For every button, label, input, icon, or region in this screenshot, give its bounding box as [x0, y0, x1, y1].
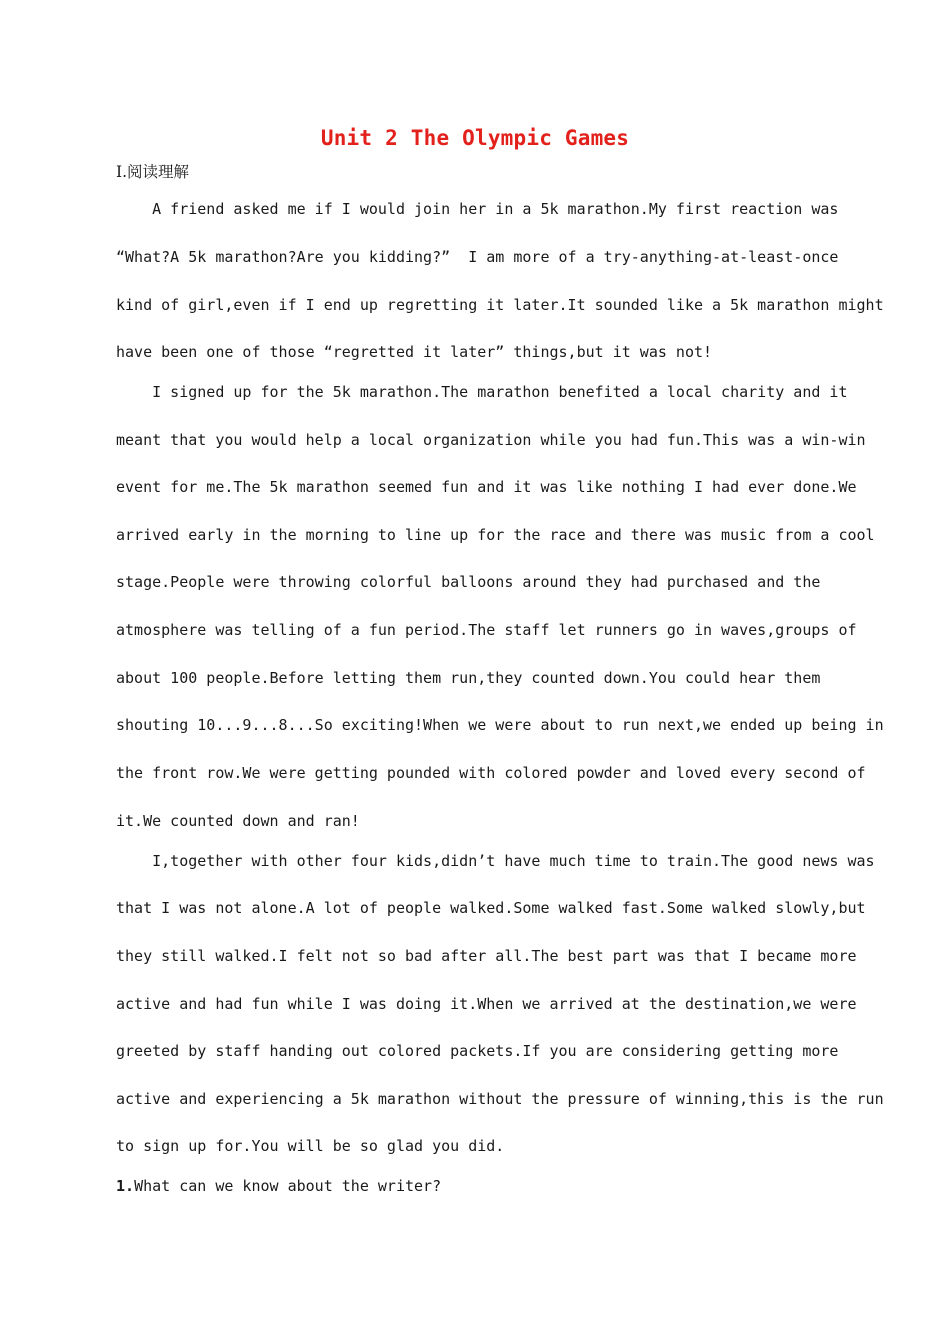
question-text: What can we know about the writer?	[134, 1177, 442, 1195]
passage-line: active and experiencing a 5k marathon without the pressure of winning,this is the run	[116, 1090, 884, 1108]
question-number: 1.	[116, 1177, 135, 1195]
passage-line: about 100 people.Before letting them run,they counted down.You could hear them	[116, 669, 821, 687]
passage-line: active and had fun while I was doing it.When we arrived at the destination,we were	[116, 995, 857, 1013]
passage-line: it.We counted down and ran!	[116, 812, 360, 830]
section-heading: Ⅰ.阅读理解	[116, 163, 190, 181]
passage-line: stage.People were throwing colorful balloons around they had purchased and the	[116, 573, 821, 591]
passage-line: “What?A 5k marathon?Are you kidding?” I am more of a try-anything-at-least-once	[116, 248, 839, 266]
passage-line: they still walked.I felt not so bad after all.The best part was that I became more	[116, 947, 857, 965]
passage-line: I signed up for the 5k marathon.The marathon benefited a local charity and it	[116, 383, 848, 401]
passage-line: that I was not alone.A lot of people walked.Some walked fast.Some walked slowly,but	[116, 899, 866, 917]
passage-line: shouting 10...9...8...So exciting!When we were about to run next,we ended up being in	[116, 716, 884, 734]
page-title: Unit 2 The Olympic Games	[320, 126, 630, 150]
passage-line: meant that you would help a local organization while you had fun.This was a win-win	[116, 431, 866, 449]
passage-line: I,together with other four kids,didn’t have much time to train.The good news was	[116, 852, 875, 870]
passage-line: event for me.The 5k marathon seemed fun and it was like nothing I had ever done.We	[116, 478, 857, 496]
passage-line: greeted by staff handing out colored packets.If you are considering getting more	[116, 1042, 839, 1060]
passage-line: have been one of those “regretted it later” things,but it was not!	[116, 343, 713, 361]
passage-line: the front row.We were getting pounded with colored powder and loved every second of	[116, 764, 866, 782]
passage-line: kind of girl,even if I end up regretting it later.It sounded like a 5k marathon might	[116, 296, 884, 314]
question-item	[116, 1177, 441, 1195]
passage-line: A friend asked me if I would join her in a 5k marathon.My first reaction was	[116, 200, 839, 218]
passage-line: arrived early in the morning to line up for the race and there was music from a cool	[116, 526, 875, 544]
passage-line: to sign up for.You will be so glad you did.	[116, 1137, 505, 1155]
passage-line: atmosphere was telling of a fun period.The staff let runners go in waves,groups of	[116, 621, 857, 639]
